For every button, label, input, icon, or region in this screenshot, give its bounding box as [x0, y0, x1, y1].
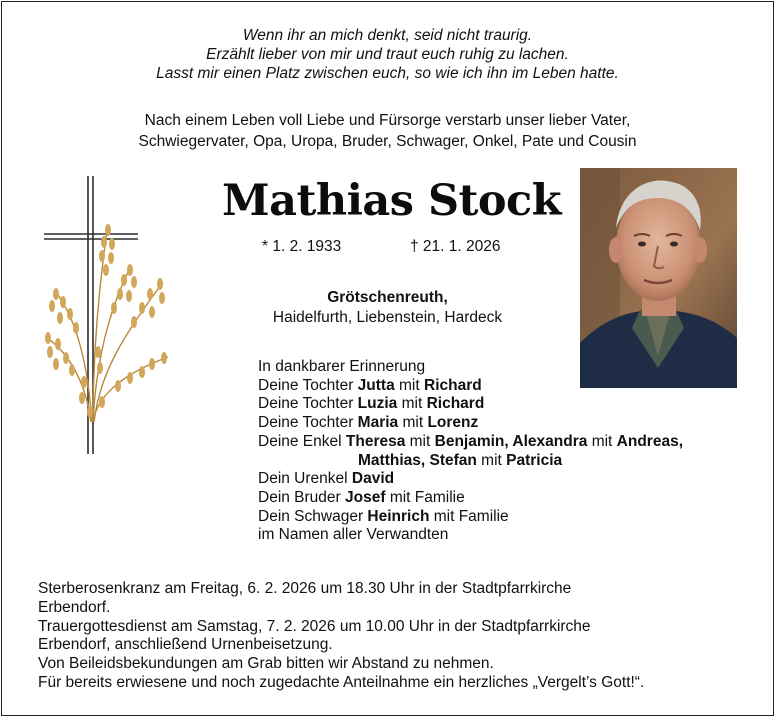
intro-line: Nach einem Leben voll Liebe und Fürsorge verstarb unser lieber Vater, [144, 112, 631, 129]
mourners-list [258, 358, 683, 545]
mourner-line: Dein Bruder Josef mit Familie [258, 488, 465, 506]
hometown: Grötschenreuth, [327, 289, 448, 306]
mourner-line: Deine Tochter Jutta mit Richard [258, 376, 482, 394]
birth-date: * 1. 2. 1933 [262, 238, 342, 255]
deceased-name: Mathias Stock [222, 176, 562, 226]
service-notes [38, 580, 644, 693]
mourner-line: Deine Tochter Luzia mit Richard [258, 395, 485, 413]
mourner-line: In dankbarer Erinnerung [258, 358, 426, 375]
poem [0, 26, 775, 83]
mourner-line: Dein Urenkel David [258, 470, 395, 488]
mourner-line: Matthias, Stefan mit Patricia [358, 451, 563, 469]
note-line: Erbendorf. [38, 598, 111, 616]
mourner-line: Deine Enkel Theresa mit Benjamin, Alexandra mit Andreas, [258, 432, 684, 450]
mourner-line: im Namen aller Verwandten [258, 526, 449, 544]
portrait-photo [580, 168, 737, 388]
places: Haidelfurth, Liebenstein, Hardeck [272, 309, 503, 326]
note-line: Für bereits erwiesene und noch zugedachte Anteilnahme ein herzliches „Vergelt’s Gott!“. [38, 673, 645, 691]
death-date: † 21. 1. 2026 [410, 238, 501, 255]
note-line: Trauergottesdienst am Samstag, 7. 2. 2026 um 10.00 Uhr in der Stadtpfarrkirche [38, 617, 591, 635]
note-line: Von Beileidsbekundungen am Grab bitten wir Abstand zu nehmen. [38, 655, 494, 673]
intro-line: Schwiegervater, Opa, Uropa, Bruder, Schwager, Onkel, Pate und Cousin [138, 133, 637, 150]
poem-line: Erzählt lieber von mir und traut euch ruhig zu lachen. [206, 46, 569, 63]
mourner-line: Deine Tochter Maria mit Lorenz [258, 414, 479, 432]
intro-text [0, 110, 775, 152]
poem-line: Lasst mir einen Platz zwischen euch, so wie ich ihn im Leben hatte. [156, 65, 619, 82]
mourner-line: Dein Schwager Heinrich mit Familie [258, 507, 509, 525]
note-line: Sterberosenkranz am Freitag, 6. 2. 2026 um 18.30 Uhr in der Stadtpfarrkirche [38, 580, 572, 597]
note-line: Erbendorf, anschließend Urnenbeisetzung. [38, 636, 333, 654]
poem-line: Wenn ihr an mich denkt, seid nicht traurig. [242, 27, 533, 44]
